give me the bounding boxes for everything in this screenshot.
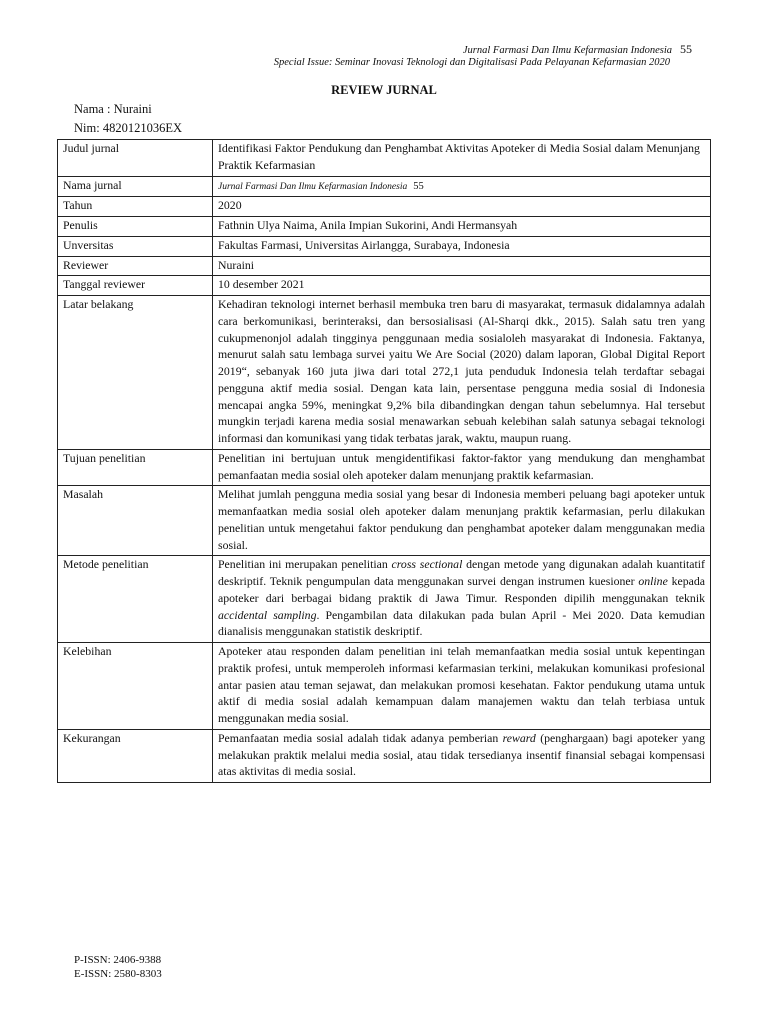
- row-value: Penelitian ini bertujuan untuk mengidentifikasi faktor-faktor yang mendukung dan menghambat pemanfaatan media sosial oleh apoteker dalam menunjang praktik kefarmasian.: [213, 449, 711, 486]
- row-label: Kekurangan: [58, 729, 213, 782]
- row-label: Nama jurnal: [58, 176, 213, 197]
- row-label: Judul jurnal: [58, 140, 213, 177]
- journal-name: Jurnal Farmasi Dan Ilmu Kefarmasian Indonesia: [218, 181, 408, 192]
- row-label: Unversitas: [58, 236, 213, 256]
- row-value: Melihat jumlah pengguna media sosial yang besar di Indonesia memberi peluang bagi apoteker untuk memanfaatkan media sosial oleh apoteker dalam menunjang praktik kefarmasian, perlu dilakukan penelitian untuk mengetahui faktor pendukung dan penghambat apoteker dalam menggunakan media sosial.: [213, 486, 711, 556]
- italic-term: accidental sampling: [218, 607, 317, 622]
- row-label: Penulis: [58, 217, 213, 237]
- p-issn: P-ISSN: 2406-9388: [74, 954, 162, 966]
- row-value: Fathnin Ulya Naima, Anila Impian Sukorini, Andi Hermansyah: [213, 217, 711, 237]
- table-row: [58, 217, 711, 237]
- page-number: 55: [680, 42, 692, 56]
- table-row: [58, 729, 711, 782]
- review-table: [57, 139, 711, 783]
- journal-header: [463, 42, 692, 57]
- text-segment: (penghargaan) bagi apoteker yang melakukan praktik melalui media sosial, atau tidak tersedianya insentif finansial sebagai kompensasi atas aktivitas di media sosial.: [218, 730, 705, 779]
- row-value: [213, 729, 711, 782]
- table-row: [58, 486, 711, 556]
- table-row: [58, 276, 711, 296]
- row-label: Metode penelitian: [58, 556, 213, 643]
- table-row: [58, 197, 711, 217]
- text-segment: Pemanfaatan media sosial adalah tidak adanya pemberian: [218, 730, 503, 745]
- student-nim: Nim: 4820121036EX: [74, 121, 182, 135]
- table-row: [58, 296, 711, 450]
- italic-term: online: [638, 574, 668, 589]
- row-value: 10 desember 2021: [213, 276, 711, 296]
- table-row: [58, 176, 711, 197]
- row-label: Tujuan penelitian: [58, 449, 213, 486]
- row-value: [213, 176, 711, 197]
- row-label: Tahun: [58, 197, 213, 217]
- row-value: Identifikasi Faktor Pendukung dan Penghambat Aktivitas Apoteker di Media Sosial dalam Menunjang Praktik Kefarmasian: [213, 140, 711, 177]
- row-value: Kehadiran teknologi internet berhasil membuka tren baru di masyarakat, termasuk didalamnya adalah cara berkomunikasi, berinteraksi, dan bersosialisasi (Al-Sharqi dkk., 2015). Salah satu tren yang cukupmenonjol adalah tingginya penggunaan media sosialoleh masyarakat di Indonesia. Faktanya, menurut salah satu lembaga survei yaitu We Are Social (2020) dalam laporan, Global Digital Report 2019“, sebanyak 160 juta jiwa dari total 272,1 juta penduduk Indonesia telah terdaftar sebagai pengguna aktif media sosial. Dengan kata lain, persentase pengguna media sosial di Indonesia mencapai angka 59%, meningkat 9,2% bila dibandingkan dengan tahun sebelumnya. Hal tersebut mungkin terjadi karena media sosial menawarkan sebuah kelebihan salah satunya sebagai teknologi informasi dan komunikasi yang tidak terbatas jarak, waktu, maupun ruang.: [213, 296, 711, 450]
- italic-term: cross sectional: [391, 557, 463, 572]
- table-row: [58, 140, 711, 177]
- text-segment: Penelitian ini merupakan penelitian: [218, 557, 392, 572]
- text-segment: . Pengambilan data dilakukan pada bulan April - Mei 2020. Data kemudian dianalisis menggunakan statistik deskriptif.: [218, 607, 705, 639]
- row-value: Fakultas Farmasi, Universitas Airlangga, Surabaya, Indonesia: [213, 236, 711, 256]
- e-issn: E-ISSN: 2580-8303: [74, 968, 162, 980]
- student-name: Nama : Nuraini: [74, 102, 152, 116]
- table-row: [58, 449, 711, 486]
- row-label: Latar belakang: [58, 296, 213, 450]
- row-value: 2020: [213, 197, 711, 217]
- row-label: Tanggal reviewer: [58, 276, 213, 296]
- row-value: Nuraini: [213, 256, 711, 276]
- row-value: [213, 556, 711, 643]
- table-row: [58, 236, 711, 256]
- italic-term: reward: [502, 730, 536, 745]
- journal-page: 55: [413, 180, 424, 192]
- row-label: Reviewer: [58, 256, 213, 276]
- row-label: Masalah: [58, 486, 213, 556]
- document-title: REVIEW JURNAL: [331, 83, 437, 97]
- row-value: Apoteker atau responden dalam penelitian ini telah memanfaatkan media sosial untuk kepentingan praktik profesi, untuk memperoleh informasi kefarmasian terkini, melakukan komunikasi profesional antar pasien atau teman sejawat, dan melakukan promosi kesehatan. Faktor pendukung utama untuk aktif di media sosial adalah kemampuan dalam manajemen waktu dan telah terbiasa untuk menggunakan media sosial.: [213, 643, 711, 730]
- journal-header-title: Jurnal Farmasi Dan Ilmu Kefarmasian Indonesia: [462, 45, 672, 56]
- table-row: [58, 643, 711, 730]
- table-row: [58, 556, 711, 643]
- text-segment: dengan metode yang digunakan adalah kuantitatif deskriptif. Teknik pengumpulan data menggunakan survei dengan instrumen kuesioner: [218, 557, 705, 589]
- special-issue-header: Special Issue: Seminar Inovasi Teknologi dan Digitalisasi Pada Pelayanan Kefarmasian 2020: [273, 57, 670, 68]
- row-label: Kelebihan: [58, 643, 213, 730]
- table-row: [58, 256, 711, 276]
- text-segment: kepada apoteker dari berbagai bidang praktik di Jawa Timur. Responden dipilih menggunakan teknik: [218, 574, 705, 605]
